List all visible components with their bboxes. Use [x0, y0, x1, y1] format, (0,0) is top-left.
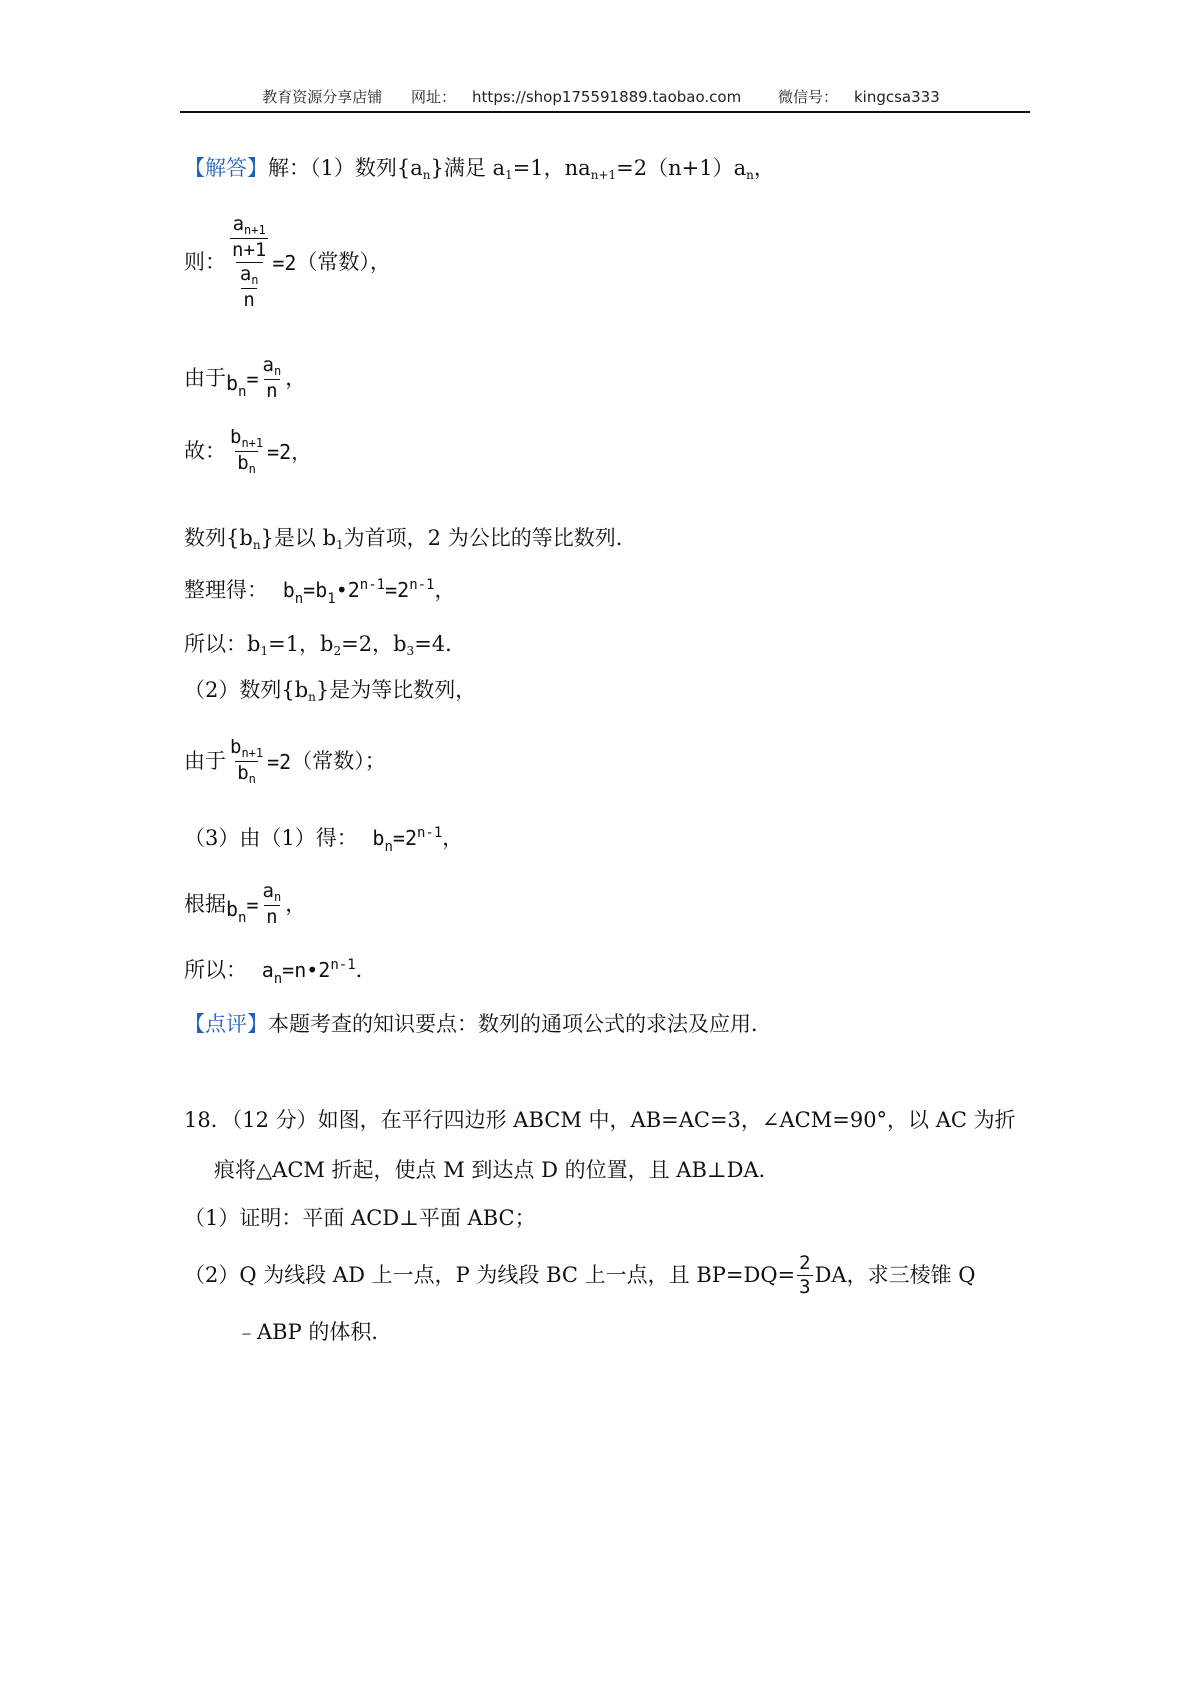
- wechat-id: kingcsa333: [853, 88, 940, 106]
- answer-line-so-values: 所以：$b_1=1$，$b_2=2$，$b_3=4$．: [184, 632, 467, 658]
- answer-line-ratio-b: 故： $\frac{b_{n+1}}{b_n}$ =2，: [184, 426, 312, 476]
- answer-line-ratio: 则： $\frac{\frac{a_{n+1}}{n+1}}{\frac{a_n}{n}}$ =2 （常数），: [184, 213, 391, 311]
- site-label: 网址：: [411, 88, 457, 106]
- q18-part2-cont: ﹣ABP 的体积．: [236, 1320, 393, 1344]
- comment-tag: 【点评】: [184, 1012, 268, 1036]
- answer-line-geometric: 数列$\{b_n\}$是以 $b_1$为首项，2 为公比的等比数列．: [184, 526, 637, 552]
- answer-part2-ratio: 由于 $\frac{b_{n+1}}{b_n}$ =2 （常数）；: [184, 736, 386, 786]
- q18-part2: （2）Q 为线段 AD 上一点，P 为线段 BC 上一点，且 BP=DQ= $\frac{2}{3}$ DA，求三棱锥 Q: [184, 1252, 976, 1298]
- answer-part3: （3）由（1）得： $b_n=2^{n-1}$，: [184, 825, 464, 855]
- site-url[interactable]: https://shop175591889.taobao.com: [472, 88, 742, 106]
- q18-line-2: 痕将△ACM 折起，使点 M 到达点 D 的位置，且 AB⊥DA．: [214, 1158, 780, 1182]
- page-header: [180, 86, 1030, 107]
- answer-line-arrange: 整理得： $b_n=b_1•2^{n-1}=2^{n-1}$，: [184, 577, 456, 607]
- q18-part1: （1）证明：平面 ACD⊥平面 ABC；: [184, 1206, 536, 1230]
- answer-part2: （2）数列$\{b_n\}$是为等比数列，: [184, 678, 477, 704]
- answer-line-1: 【解答】解：（1）数列$\{a_n\}$满足 $a_1=1$，$na_{n+1}=2(n+1)a_n$，: [184, 156, 775, 182]
- shop-name: 教育资源分享店铺: [262, 88, 383, 106]
- answer-according: 根据 $b_n$ = $\frac{a_n}{n}$ ，: [184, 880, 307, 928]
- q18-line-1: 18．（12 分）如图，在平行四边形 ABCM 中，AB=AC=3，∠ACM=90°，以 AC 为折: [184, 1108, 1016, 1132]
- answer-line-bn-def: 由于 $b_n$ = $\frac{a_n}{n}$ ，: [184, 354, 307, 402]
- wechat-label: 微信号：: [777, 88, 838, 106]
- comment-line: 【点评】本题考查的知识要点：数列的通项公式的求法及应用．: [184, 1012, 772, 1036]
- header-divider: [180, 111, 1030, 113]
- nested-fraction: $\frac{\frac{a_{n+1}}{n+1}}{\frac{a_n}{n}}$: [232, 213, 267, 311]
- answer-so-final: 所以： $a_n=n•2^{n-1}$．: [184, 957, 377, 987]
- answer-tag: 【解答】: [184, 156, 268, 180]
